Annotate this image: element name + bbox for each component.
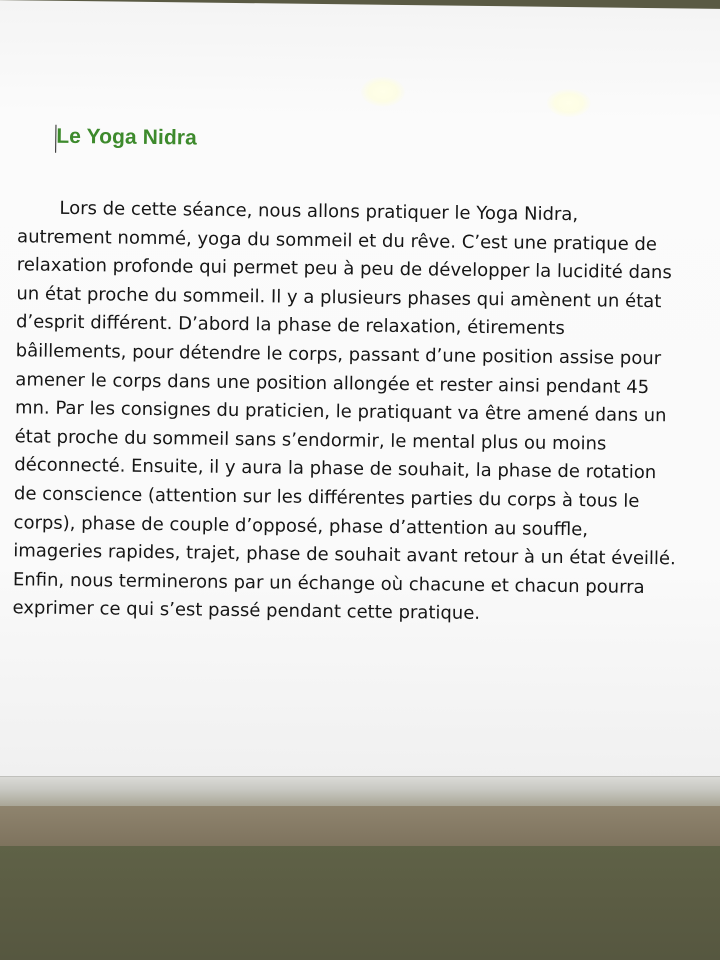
- paragraph-line: imageries rapides, trajet, phase de souhait avant retour à un état éveillé.: [13, 540, 676, 570]
- paragraph-line: de conscience (attention sur les différentes parties du corps à tous le: [13, 483, 640, 512]
- paragraph-line: état proche du sommeil sans s’endormir, le mental plus ou moins: [14, 426, 607, 455]
- paragraph-line: amener le corps dans une position allongée et rester ainsi pendant 45: [15, 368, 650, 398]
- desk-surface: [0, 846, 720, 960]
- paragraph-line: corps), phase de couple d’opposé, phase d’attention au souffle,: [13, 511, 589, 540]
- paragraph-line: déconnecté. Ensuite, il y aura la phase de souhait, la phase de rotation: [14, 454, 657, 484]
- paragraph-line: Lors de cette séance, nous allons pratiquer le Yoga Nidra,: [59, 197, 579, 226]
- document-title: Le Yoga Nidra: [56, 124, 198, 150]
- paragraph-line: Enfin, nous terminerons par un échange où chacune et chacun pourra: [12, 568, 645, 598]
- monitor-bezel: [0, 776, 720, 807]
- paragraph-line: d’esprit différent. D’abord la phase de relaxation, étirements: [15, 311, 565, 340]
- paragraph-line: exprimer ce qui s’est passé pendant cette pratique.: [12, 597, 481, 625]
- paragraph-line: un état proche du sommeil. Il y a plusieurs phases qui amènent un état: [16, 283, 662, 312]
- paragraph-line: relaxation profonde qui permet peu à peu de développer la lucidité dans: [16, 254, 672, 284]
- light-glare: [547, 89, 591, 118]
- paragraph-line: mn. Par les consignes du praticien, le pratiquant va être amené dans un: [14, 397, 667, 427]
- document-paragraph[interactable]: [12, 194, 677, 631]
- paragraph-line: autrement nommé, yoga du sommeil et du rêve. C’est une pratique de: [16, 225, 658, 255]
- paragraph-line: bâillements, pour détendre le corps, passant d’une position assise pour: [15, 340, 662, 370]
- light-glare: [361, 76, 405, 107]
- monitor-frame: [0, 806, 720, 846]
